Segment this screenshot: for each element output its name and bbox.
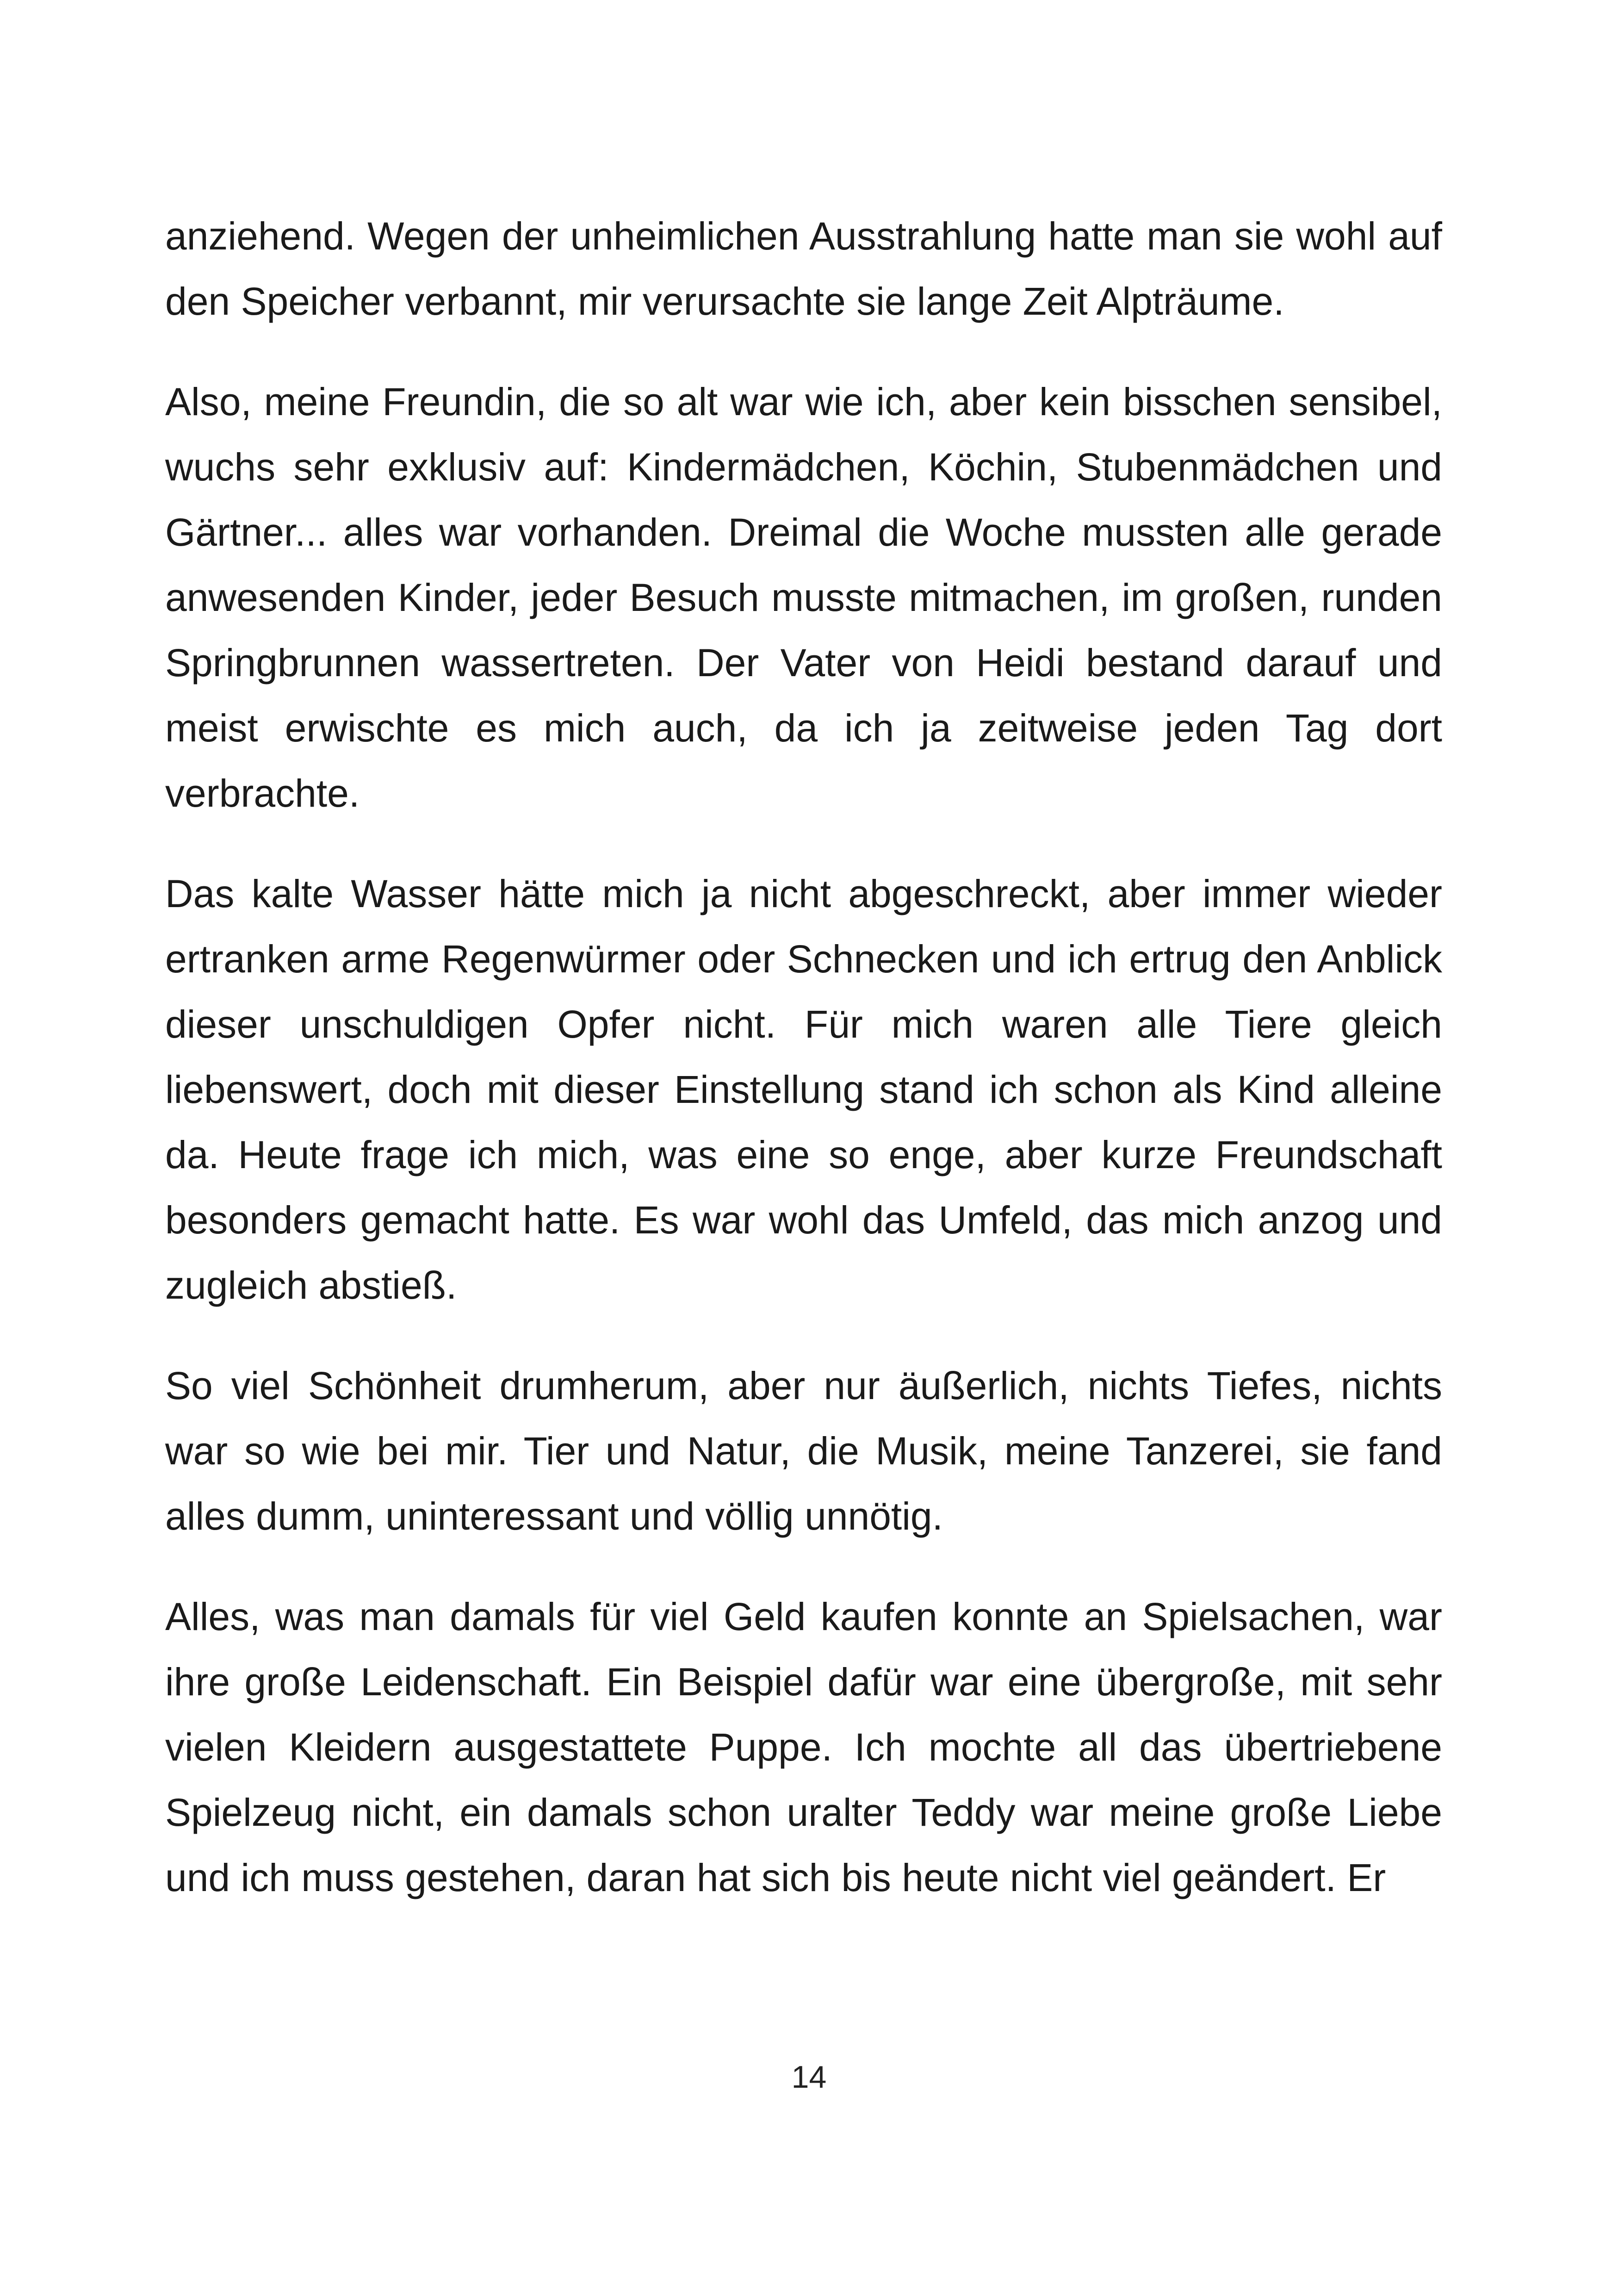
- paragraph-2: Also, meine Freundin, die so alt war wie ich, aber kein bisschen sensibel, wuchs sehr exklusiv auf: Kindermädchen, Köchin, Stubenmädchen und Gärtner... alles war vorhanden. Dreimal die Woche mussten alle gerade anwesenden Kinder, jeder Besuch musste mitmachen, im großen, runden Springbrunnen wassertreten. Der Vater von Heidi bestand darauf und meist erwischte es mich auch, da ich ja zeitweise jeden Tag dort verbrachte.: [165, 380, 1442, 815]
- paragraph-4: So viel Schönheit drumherum, aber nur äußerlich, nichts Tiefes, nichts war so wie bei mir. Tier und Natur, die Musik, meine Tanzerei, sie fand alles dumm, uninteressant und völlig unnötig.: [165, 1364, 1442, 1538]
- page-number: 14: [791, 2060, 827, 2095]
- body-text: [165, 204, 1442, 1946]
- paragraph-1: anziehend. Wegen der unheimlichen Ausstrahlung hatte man sie wohl auf den Speicher verbannt, mir verursachte sie lange Zeit Alpträume.: [165, 214, 1442, 323]
- paragraph-5: Alles, was man damals für viel Geld kaufen konnte an Spielsachen, war ihre große Leidenschaft. Ein Beispiel dafür war eine übergroße, mit sehr vielen Kleidern ausgestattete Puppe. Ich mochte all das übertriebene Spielzeug nicht, ein damals schon uralter Teddy war meine große Liebe und ich muss gestehen, daran hat sich bis heute nicht viel geändert. Er: [165, 1595, 1442, 1899]
- paragraph-3: Das kalte Wasser hätte mich ja nicht abgeschreckt, aber immer wieder ertranken arme Regenwürmer oder Schnecken und ich ertrug den Anblick dieser unschuldigen Opfer nicht. Für mich waren alle Tiere gleich liebenswert, doch mit dieser Einstellung stand ich schon als Kind alleine da. Heute frage ich mich, was eine so enge, aber kurze Freundschaft besonders gemacht hatte. Es war wohl das Umfeld, das mich anzog und zugleich abstieß.: [165, 872, 1442, 1307]
